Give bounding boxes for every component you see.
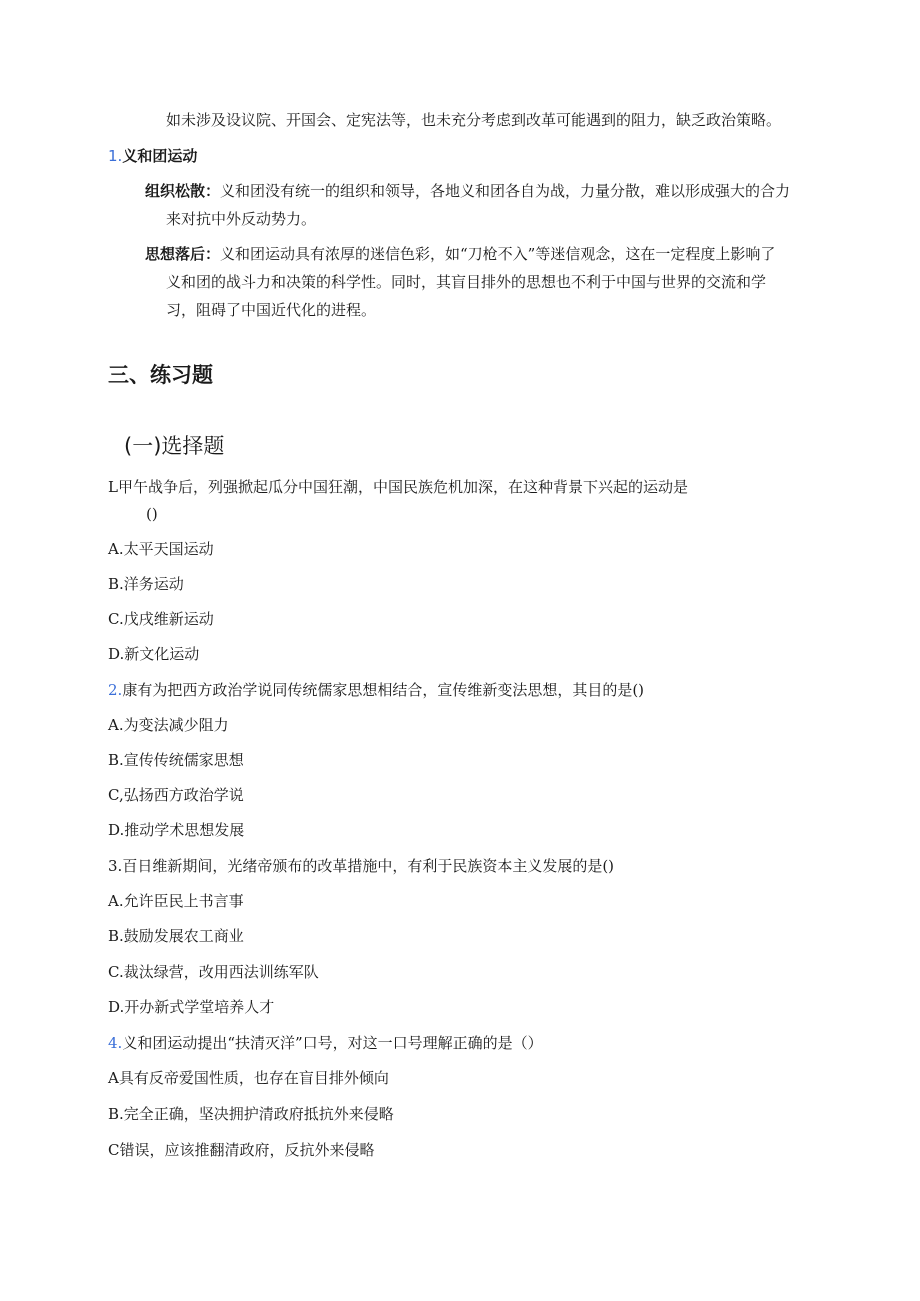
q4-option-c: C错误，应该推翻清政府，反抗外来侵略	[108, 1141, 375, 1159]
boxer-point-organization-line1	[145, 181, 790, 201]
question-number: 2.	[108, 681, 123, 699]
boxer-point-thought-line1	[145, 244, 775, 264]
point-text: 义和团没有统一的组织和领导，各地义和团各自为战，力量分散，难以形成强大的合力	[220, 182, 791, 200]
q1-option-d: D.新文化运动	[108, 645, 200, 663]
q2-option-d: D.推动学术思想发展	[108, 821, 245, 839]
question-text: 甲午战争后，列强掀起瓜分中国狂潮，中国民族危机加深，在这种背景下兴起的运动是	[117, 478, 688, 496]
question-text: 百日维新期间，光绪帝颁布的改革措施中，有利于民族资本主义发展的是()	[122, 857, 615, 875]
boxer-heading-number: 1.	[108, 147, 123, 165]
q3-option-c: C.裁汰绿营，改用西法训练军队	[108, 963, 319, 981]
question-1-blank: ()	[146, 505, 158, 523]
q1-option-a: A.太平天国运动	[108, 540, 214, 558]
question-4	[108, 1033, 543, 1053]
q1-option-c: C.戊戌维新运动	[108, 610, 214, 628]
question-number: L	[108, 478, 118, 496]
question-number: 3.	[108, 857, 123, 875]
question-text: 义和团运动提出“扶清灭洋”口号，对这一口号理解正确的是（）	[122, 1034, 543, 1052]
point-label: 组织松散：	[145, 182, 221, 200]
point-label: 思想落后：	[145, 245, 221, 263]
intro-continuation: 如未涉及设议院、开国会、定宪法等，也未充分考虑到改革可能遇到的阻力，缺乏政治策略。	[166, 111, 782, 129]
q3-option-d: D.开办新式学堂培养人才	[108, 998, 275, 1016]
question-1	[108, 477, 688, 497]
question-text: 康有为把西方政治学说同传统儒家思想相结合，宣传维新变法思想，其目的是()	[122, 681, 645, 699]
q4-option-b: B.完全正确，坚决拥护清政府抵抗外来侵略	[108, 1105, 394, 1123]
q1-option-b: B.洋务运动	[108, 575, 184, 593]
q2-option-c: C,弘扬西方政治学说	[108, 786, 244, 804]
boxer-heading	[108, 146, 197, 166]
boxer-point-organization-line2: 来对抗中外反动势力。	[166, 210, 317, 228]
subsection-title: (一)选择题	[124, 434, 225, 458]
q3-option-b: B.鼓励发展农工商业	[108, 927, 244, 945]
q2-option-a: A.为变法减少阻力	[108, 716, 229, 734]
q4-option-a: A具有反帝爱国性质，也存在盲目排外倾向	[108, 1069, 389, 1087]
boxer-point-thought-line3: 习，阻碍了中国近代化的进程。	[166, 301, 377, 319]
point-text: 义和团运动具有浓厚的迷信色彩，如“刀枪不入”等迷信观念，这在一定程度上影响了	[220, 245, 776, 263]
q3-option-a: A.允许臣民上书言事	[108, 892, 244, 910]
q2-option-b: B.宣传传统儒家思想	[108, 751, 244, 769]
question-3	[108, 856, 614, 876]
question-2	[108, 680, 644, 700]
boxer-point-thought-line2: 义和团的战斗力和决策的科学性。同时，其盲目排外的思想也不利于中国与世界的交流和学	[166, 273, 767, 291]
section-title: 三、练习题	[108, 363, 213, 387]
question-number: 4.	[108, 1034, 123, 1052]
boxer-heading-title: 义和团运动	[122, 147, 198, 165]
